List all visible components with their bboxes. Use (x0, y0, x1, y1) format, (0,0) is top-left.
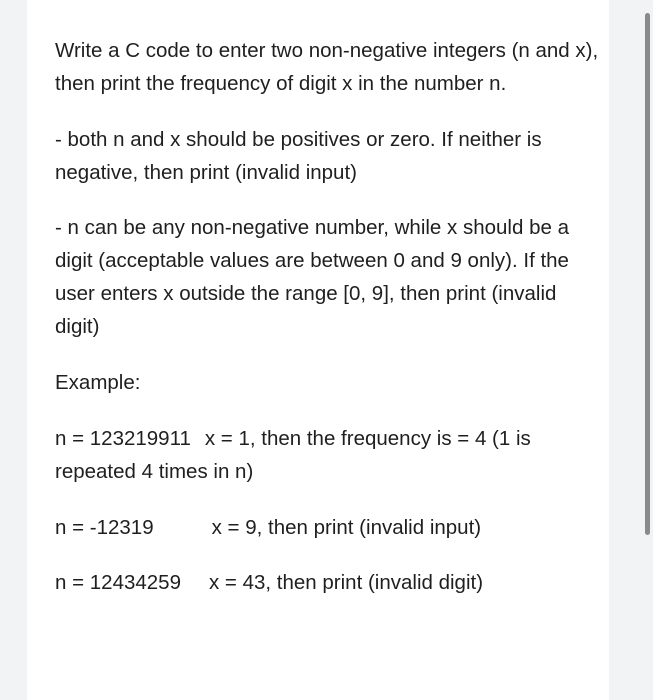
example-1-n: n = 123219911 (55, 427, 191, 450)
example-2-x: x = 9 (211, 516, 257, 539)
example-3-x: x = 43 (208, 571, 266, 594)
question-body (55, 34, 603, 599)
example-heading: Example: (55, 371, 141, 394)
scrollbar[interactable] (645, 13, 650, 535)
example-2-n: n = -12319 (55, 516, 154, 539)
rule-non-negative: - both n and x should be positives or zero. If neither is negative, then print (invalid input) (55, 128, 542, 184)
question-card (27, 0, 609, 700)
example-1-result: , then the frequency is = 4 (1 is repeated 4 times in n) (55, 427, 531, 483)
rule-digit-range: - n can be any non-negative number, while x should be a digit (acceptable values are between 0 and 9 only). If the user enters x outside the range [0, 9], then print (invalid digit) (55, 216, 569, 338)
example-3 (55, 566, 603, 599)
example-3-n: n = 12434259 (55, 571, 181, 594)
problem-statement: Write a C code to enter two non-negative integers (n and x), then print the frequency of digit x in the number n. (55, 39, 599, 95)
example-2-result: , then print (invalid input) (256, 516, 482, 539)
example-1-x: x = 1 (204, 427, 250, 450)
example-3-result: , then print (invalid digit) (265, 571, 484, 594)
example-1 (55, 422, 603, 488)
example-2 (55, 511, 603, 544)
